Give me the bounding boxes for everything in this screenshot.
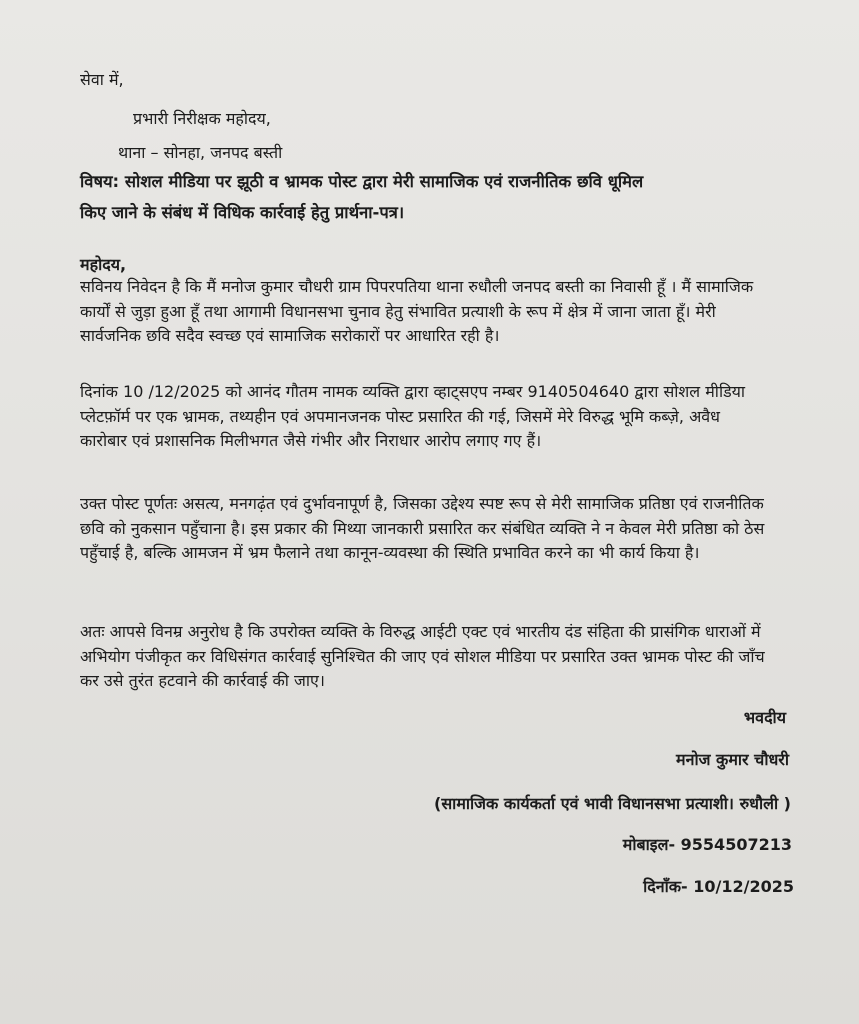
signature-date: दिनाँक- 10/12/2025 [643,877,794,896]
greeting: महोदय, [80,255,127,274]
signature-name: मनोज कुमार चौधरी [676,750,789,769]
signature-designation: (सामाजिक कार्यकर्ता एवं भावी विधानसभा प्रत्याशी। रुधौली ) [434,794,791,813]
subject-line-1: विषय: सोशल मीडिया पर झूठी व भ्रामक पोस्ट द्वारा मेरी सामाजिक एवं राजनीतिक छवि धूमिल [80,172,644,191]
salutation-to: सेवा में, [80,70,124,89]
recipient-station: थाना – सोनहा, जनपद बस्ती [118,143,283,162]
subject-line-2: किए जाने के संबंध में विधिक कार्रवाई हेतु प्रार्थना-पत्र। [80,203,405,222]
paragraph-3: उक्त पोस्ट पूर्णतः असत्य, मनगढ़ंत एवं दुर्भावनापूर्ण है, जिसका उद्देश्य स्पष्ट रूप से मेरी सामाजिक प्रतिष्ठा एवं राजनीतिक छवि को नुकसान पहुँचाना है। इस प्रकार की मिथ्या जानकारी प्रसारित कर संबंधित व्यक्ति ने न केवल मेरी प्रतिष्ठा को ठेस पहुँचाई है, बल्कि आमजन में भ्रम फैलाने तथा कानून-व्यवस्था की स्थिति प्रभावित करने का भी कार्य किया है। [80,494,765,562]
paragraph-2: दिनांक 10 /12/2025 को आनंद गौतम नामक व्यक्ति द्वारा व्हाट्सएप नम्बर 9140504640 द्वारा सोशल मीडिया प्लेटफ़ॉर्म पर एक भ्रामक, तथ्यहीन एवं अपमानजनक पोस्ट प्रसारित की गई, जिसमें मेरे विरुद्ध भूमि कब्ज़े, अवैध कारोबार एवं प्रशासनिक मिलीभगत जैसे गंभीर और निराधार आरोप लगाए गए हैं। [80,382,746,450]
paragraph-1: सविनय निवेदन है कि मैं मनोज कुमार चौधरी ग्राम पिपरपतिया थाना रुधौली जनपद बस्ती का निवासी हूँ । मैं सामाजिक कार्यों से जुड़ा हुआ हूँ तथा आगामी विधानसभा चुनाव हेतु संभावित प्रत्याशी के रूप में क्षेत्र में जाना जाता हूँ। मेरी सार्वजनिक छवि सदैव स्वच्छ एवं सामाजिक सरोकारों पर आधारित रही है। [80,277,754,345]
signature-closing: भवदीय [743,708,786,727]
signature-mobile: मोबाइल- 9554507213 [622,835,792,854]
recipient-title: प्रभारी निरीक्षक महोदय, [133,109,271,128]
paragraph-4: अतः आपसे विनम्र अनुरोध है कि उपरोक्त व्यक्ति के विरुद्ध आईटी एक्ट एवं भारतीय दंड संहिता की प्रासंगिक धाराओं में अभियोग पंजीकृत कर विधिसंगत कार्रवाई सुनिश्चित की जाए एवं सोशल मीडिया पर प्रसारित उक्त भ्रामक पोस्ट की जाँच कर उसे तुरंत हटवाने की कार्रवाई की जाए। [80,622,765,690]
